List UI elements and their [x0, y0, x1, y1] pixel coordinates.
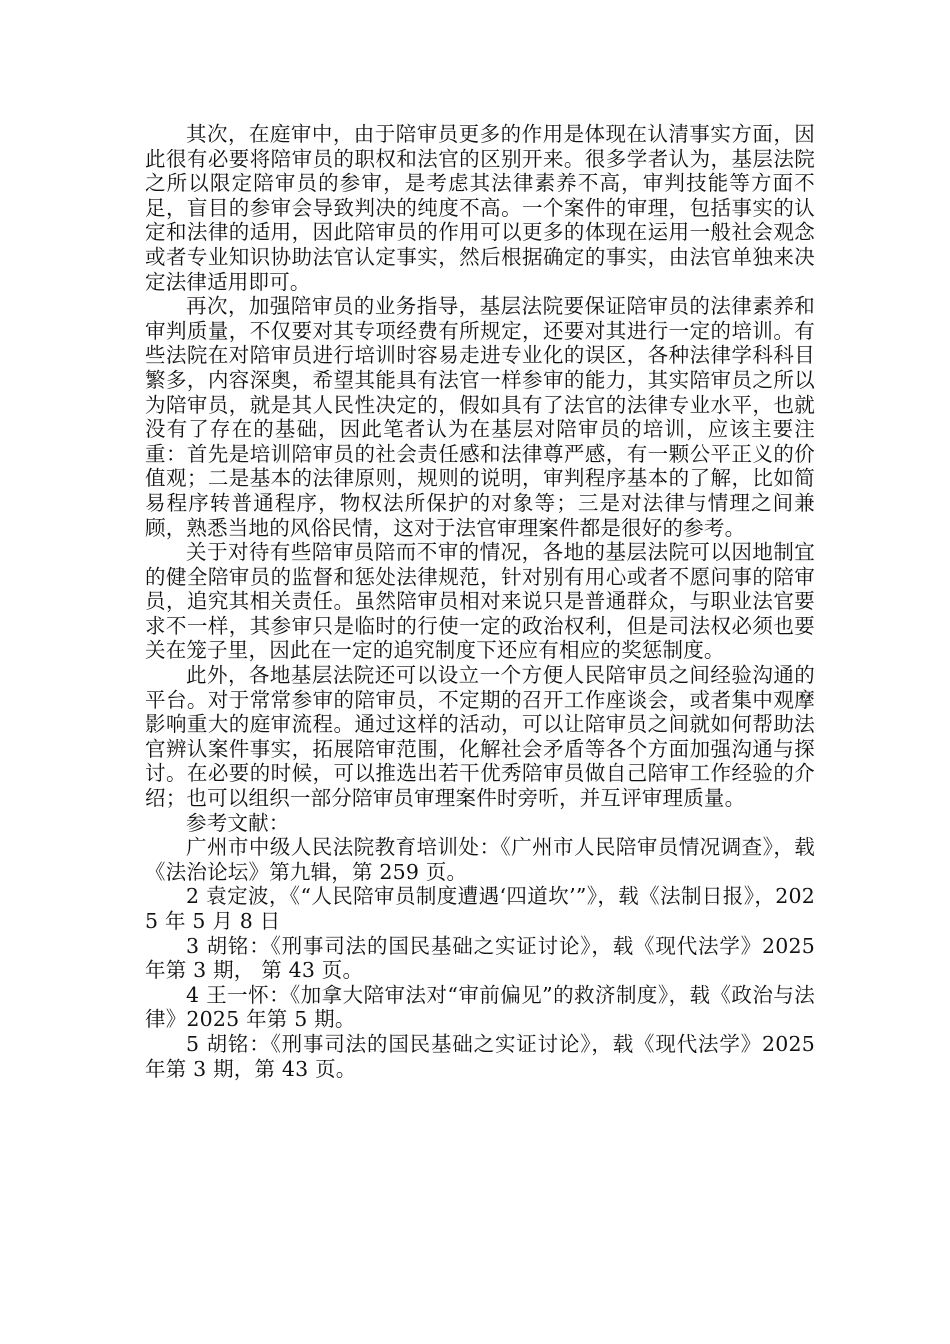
document-body [145, 122, 815, 1081]
reference-item-2: 2 袁定波，《“人民陪审员制度遭遇‘四道坎’”》，载《法制日报》，2025 年 5 月 8 日 [145, 884, 815, 933]
paragraph-communication-platform: 此外，各地基层法院还可以设立一个方便人民陪审员之间经验沟通的平台。对于常常参审的陪审员，不定期的召开工作座谈会，或者集中观摩影响重大的庭审流程。通过这样的活动，可以让陪审员之间就如何帮助法官辨认案件事实，拓展陪审范围，化解社会矛盾等各个方面加强沟通与探讨。在必要的时候，可以推选出若干优秀陪审员做自己陪审工作经验的介绍；也可以组织一部分陪审员审理案件时旁听，并互评审理质量。 [145, 663, 815, 811]
paragraph-trial-role: 其次，在庭审中，由于陪审员更多的作用是体现在认清事实方面，因此很有必要将陪审员的职权和法官的区别开来。很多学者认为，基层法院之所以限定陪审员的参审，是考虑其法律素养不高，审判技能等方面不足，盲目的参审会导致判决的纯度不高。一个案件的审理，包括事实的认定和法律的适用，因此陪审员的作用可以更多的体现在运用一般社会观念或者专业知识协助法官认定事实，然后根据确定的事实，由法官单独来决定法律适用即可。 [145, 122, 815, 294]
reference-item-3: 3 胡铭：《刑事司法的国民基础之实证讨论》，载《现代法学》2025 年第 3 期， 第 43 页。 [145, 933, 815, 983]
paragraph-training: 再次，加强陪审员的业务指导，基层法院要保证陪审员的法律素养和审判质量，不仅要对其专项经费有所规定，还要对其进行一定的培训。有些法院在对陪审员进行培训时容易走进专业化的误区，各种法律学科科目繁多，内容深奥，希望其能具有法官一样参审的能力，其实陪审员之所以为陪审员，就是其人民性决定的，假如具有了法官的法律专业水平，也就没有了存在的基础，因此笔者认为在基层对陪审员的培训，应该主要注重：首先是培训陪审员的社会责任感和法律尊严感，有一颗公平正义的价值观；二是基本的法律原则，规则的说明，审判程序基本的了解，比如简易程序转普通程序，物权法所保护的对象等；三是对法律与情理之间兼顾，熟悉当地的风俗民情，这对于法官审理案件都是很好的参考。 [145, 294, 815, 540]
reference-item-1: 广州市中级人民法院教育培训处：《广州市人民陪审员情况调查》，载《法治论坛》第九辑，第 259 页。 [145, 835, 815, 884]
reference-item-4: 4 王一怀：《加拿大陪审法对“审前偏见”的救济制度》，载《政治与法律》2025 年第 5 期。 [145, 982, 815, 1032]
paragraph-supervision: 关于对待有些陪审员陪而不审的情况，各地的基层法院可以因地制宜的健全陪审员的监督和惩处法律规范，针对别有用心或者不愿问事的陪审员，追究其相关责任。虽然陪审员相对来说只是普通群众，与职业法官要求不一样，其参审只是临时的行使一定的政治权利，但是司法权必须也要关在笼子里，因此在一定的追究制度下还应有相应的奖惩制度。 [145, 540, 815, 663]
reference-item-5: 5 胡铭：《刑事司法的国民基础之实证讨论》，载《现代法学》2025 年第 3 期，第 43 页。 [145, 1031, 815, 1081]
references-heading: 参考文献： [186, 810, 290, 835]
